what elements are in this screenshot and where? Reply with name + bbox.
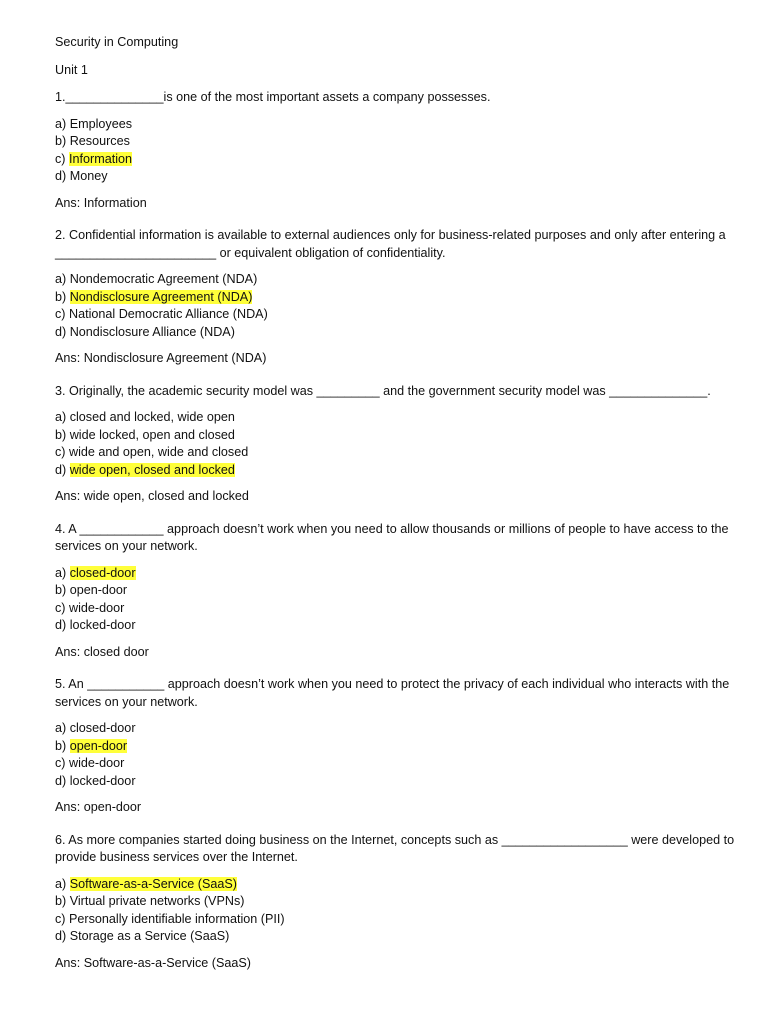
question-block	[55, 89, 735, 212]
question-text: 6. As more companies started doing business on the Internet, concepts such as __________________ were developed to provide business services over the Internet.	[55, 832, 735, 864]
answer-option	[55, 755, 735, 773]
answer-option	[55, 582, 735, 600]
option-letter: d)	[55, 324, 70, 339]
question-block	[55, 676, 735, 817]
answer-key: Ans: Software-as-a-Service (SaaS)	[55, 955, 251, 970]
answer-option	[55, 306, 735, 324]
option-letter: b)	[55, 894, 70, 908]
option-letter: c)	[55, 151, 69, 166]
answer-option	[55, 893, 735, 911]
answer-option	[55, 600, 735, 618]
option-letter: a)	[55, 410, 70, 424]
question-block	[55, 832, 735, 973]
option-list	[55, 565, 735, 635]
document-page	[55, 34, 735, 987]
question-text: 4. A ____________ approach doesn’t work when you need to allow thousands or millions of people to have access to the services on your network.	[55, 521, 729, 553]
question-block	[55, 521, 735, 662]
answer-option	[55, 876, 735, 894]
option-letter: b)	[55, 583, 70, 597]
option-letter: a)	[55, 721, 70, 735]
answer-option	[55, 271, 735, 289]
question-list	[55, 89, 735, 972]
highlighted-option-text: closed-door	[69, 565, 136, 580]
unit-heading: Unit 1	[55, 62, 88, 77]
answer-key: Ans: Information	[55, 195, 147, 210]
answer-option	[55, 928, 735, 946]
answer-option	[55, 462, 735, 480]
option-letter: b)	[55, 738, 70, 753]
answer-key: Ans: closed door	[55, 644, 149, 659]
option-text: locked-door	[69, 618, 136, 632]
option-text: Nondemocratic Agreement (NDA)	[69, 272, 258, 286]
option-letter: d)	[55, 169, 70, 183]
option-list	[55, 409, 735, 479]
answer-option	[55, 289, 735, 307]
question-block	[55, 383, 735, 506]
option-text: National Democratic Alliance (NDA)	[69, 307, 268, 321]
question-text: 3. Originally, the academic security model was _________ and the government security model was ______________.	[55, 383, 711, 398]
answer-option	[55, 151, 735, 169]
answer-option	[55, 444, 735, 462]
option-text: Money	[69, 169, 108, 183]
option-text: wide-door	[69, 756, 125, 770]
answer-option	[55, 773, 735, 791]
option-letter: c)	[55, 911, 69, 926]
option-letter: c)	[55, 600, 69, 615]
question-text: 5. An ___________ approach doesn’t work when you need to protect the privacy of each individual who interacts with the services on your network.	[55, 677, 730, 709]
option-text: locked-door	[69, 773, 136, 788]
option-list	[55, 271, 735, 341]
option-letter: c)	[55, 307, 69, 321]
question-block	[55, 227, 735, 368]
answer-option	[55, 738, 735, 756]
answer-option	[55, 427, 735, 445]
option-text: closed-door	[69, 721, 136, 735]
highlighted-option-text: Information	[69, 151, 132, 166]
highlighted-option-text: open-door	[69, 738, 128, 753]
answer-key: Ans: wide open, closed and locked	[55, 489, 249, 503]
option-text: Resources	[69, 134, 130, 148]
option-text: Storage as a Service (SaaS)	[69, 929, 230, 943]
option-text: Nondisclosure Alliance (NDA)	[69, 324, 235, 339]
option-text: Virtual private networks (VPNs)	[69, 894, 245, 908]
option-text: Employees	[69, 116, 133, 131]
answer-option	[55, 409, 735, 427]
option-letter: a)	[55, 876, 70, 891]
question-text: 2. Confidential information is available to external audiences only for business-related purposes and only after entering a _______________________ or equivalent obligation of confidentiality.	[55, 228, 726, 260]
answer-option	[55, 324, 735, 342]
option-letter: a)	[55, 272, 70, 286]
option-text: wide and open, wide and closed	[69, 445, 249, 459]
option-text: closed and locked, wide open	[69, 410, 235, 424]
answer-key: Ans: open-door	[55, 800, 142, 814]
answer-option	[55, 911, 735, 929]
highlighted-option-text: Software-as-a-Service (SaaS)	[69, 876, 237, 891]
option-text: wide locked, open and closed	[69, 427, 235, 442]
option-letter: b)	[55, 427, 70, 442]
option-letter: d)	[55, 773, 70, 788]
answer-option	[55, 168, 735, 186]
option-letter: b)	[55, 134, 70, 148]
option-letter: d)	[55, 929, 70, 943]
answer-option	[55, 565, 735, 583]
option-text: open-door	[69, 583, 128, 597]
highlighted-option-text: Nondisclosure Agreement (NDA)	[69, 289, 253, 304]
answer-option	[55, 116, 735, 134]
option-text: Personally identifiable information (PII)	[69, 911, 285, 926]
answer-option	[55, 617, 735, 635]
option-list	[55, 720, 735, 790]
answer-option	[55, 720, 735, 738]
option-text: wide-door	[69, 600, 125, 615]
question-text: 1.______________is one of the most important assets a company possesses.	[55, 90, 491, 104]
option-letter: d)	[55, 462, 70, 477]
option-letter: c)	[55, 756, 69, 770]
option-letter: b)	[55, 289, 70, 304]
option-list	[55, 876, 735, 946]
highlighted-option-text: wide open, closed and locked	[69, 462, 235, 477]
option-letter: a)	[55, 116, 70, 131]
option-letter: a)	[55, 565, 70, 580]
option-letter: c)	[55, 445, 69, 459]
option-list	[55, 116, 735, 186]
answer-key: Ans: Nondisclosure Agreement (NDA)	[55, 351, 267, 365]
answer-option	[55, 133, 735, 151]
document-title: Security in Computing	[55, 35, 179, 49]
option-letter: d)	[55, 618, 70, 632]
